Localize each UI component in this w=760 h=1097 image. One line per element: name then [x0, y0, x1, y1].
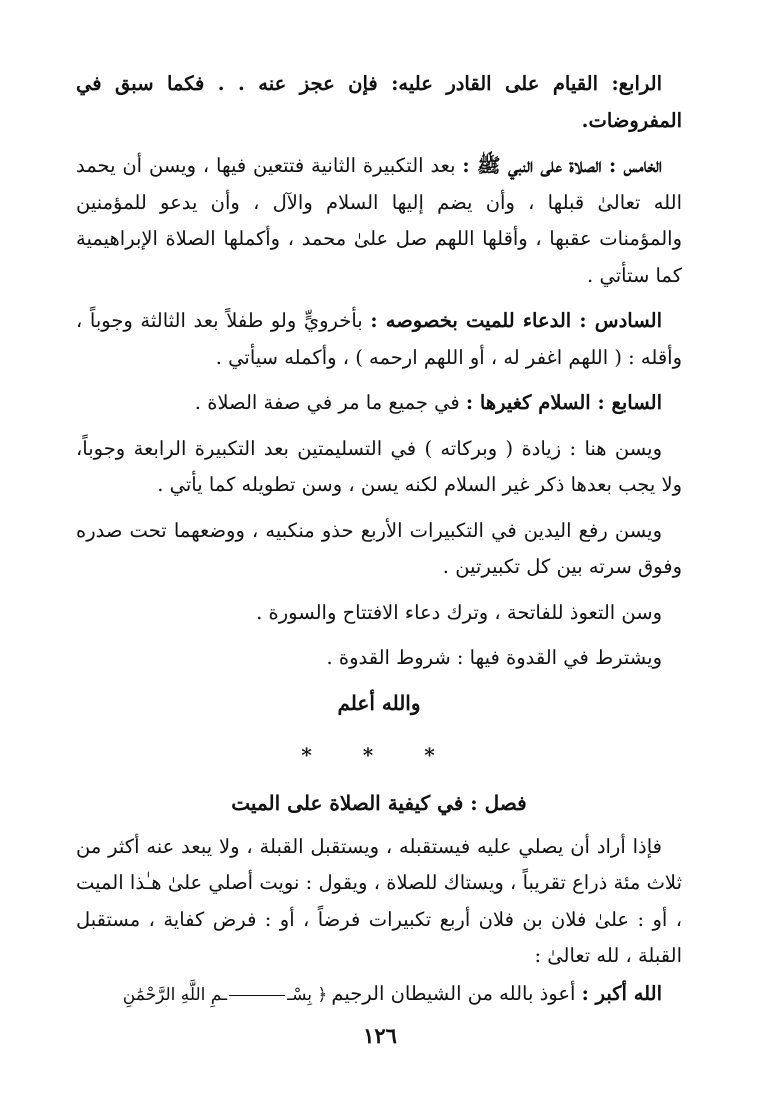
paragraph-head: الرابع: القيام على القادر عليه: فإن عجز عنه . . فكما سبق في المفروضات. [76, 72, 682, 132]
paragraph-head: السابع : السلام كغيرها : [465, 391, 662, 414]
section-separator: * * * [301, 742, 457, 767]
taawwudh-text: أعوذ بالله من الشيطان الرجيم [331, 981, 576, 1005]
page-body [76, 66, 682, 1014]
paragraph-raising-hands [76, 513, 682, 586]
paragraph-head: السادس : الدعاء للميت بخصوصه : [370, 309, 662, 332]
paragraph-text: فإذا أراد أن يصلي عليه فيستقبله ، ويستقبل القبلة ، ولا يبعد عنه أكثر من ثلاث مئة ذراع تقريباً ، ويستاك للصلاة ، ويقول : نويت أصلي علىٰ هـٰذا الميت ، أو : علىٰ فلان بن فلان أربع تكبيرات فرضاً ، أو : فرض كفاية ، مستقبل القبلة ، لله تعالىٰ : [76, 834, 682, 967]
paragraph-text: وسن التعوذ للفاتحة ، وترك دعاء الافتتاح والسورة . [256, 600, 662, 624]
takbir-text: الله أكبر : [581, 981, 662, 1005]
closing-phrase: والله أعلم [337, 690, 421, 715]
takbir-line [76, 975, 682, 1014]
paragraph-text: ويشترط في القدوة فيها : شروط القدوة . [326, 646, 662, 669]
section-paragraph [76, 829, 682, 975]
paragraph-taawwudh [76, 595, 682, 632]
basmala-open: ﴿ بِسْـ [287, 984, 328, 1005]
paragraph-qudwa [76, 640, 682, 677]
paragraph-text: بأخرويٍّ ولو طفلاً بعد الثالثة وجوباً ، وأقله : ( اللهم اغفر له ، أو اللهم ارحمه ) ، وأكمله سيأتي . [76, 309, 682, 369]
paragraph-seventh [76, 385, 682, 422]
paragraph-text: بعد التكبيرة الثانية فتتعين فيها ، ويسن أن يحمد الله تعالىٰ قبلها ، وأن يضم إليها السلام والآل ، وأن يدعو للمؤمنين والمؤمنات عقبها ، وأقلها اللهم صل علىٰ محمد ، وأكملها الصلاة الإبراهيمية كما ستأتي . [76, 154, 682, 287]
paragraph-text: في جميع ما مر في صفة الصلاة . [194, 391, 466, 414]
page-number: ١٢٦ [363, 1023, 397, 1048]
paragraph-head: الخامس : الصلاة على النبي ﷺ : [462, 154, 662, 177]
kashida-stretch [229, 995, 285, 996]
paragraph-text: ويسن هنا : زيادة ( وبركاته ) في التسليمتين بعد التكبيرة الرابعة وجوباً، ولا يجب بعدها ذكر غير السلام لكنه يسن ، وسن تطويله كما يأتي . [76, 436, 682, 496]
section-title: فصل : في كيفية الصلاة على الميت [231, 790, 527, 815]
basmala-rest: ـمِ اللَّهِ الرَّحْمَٰنِ [122, 984, 228, 1005]
paragraph-fifth [76, 148, 682, 294]
paragraph-fourth [76, 66, 682, 139]
paragraph-sixth [76, 303, 682, 376]
paragraph-salam-addition [76, 431, 682, 504]
paragraph-text: ويسن رفع اليدين في التكبيرات الأربع حذو منكبيه ، ووضعهما تحت صدره وفوق سرته بين كل تكبيرتين . [76, 518, 682, 578]
basmala-text [123, 976, 328, 1014]
